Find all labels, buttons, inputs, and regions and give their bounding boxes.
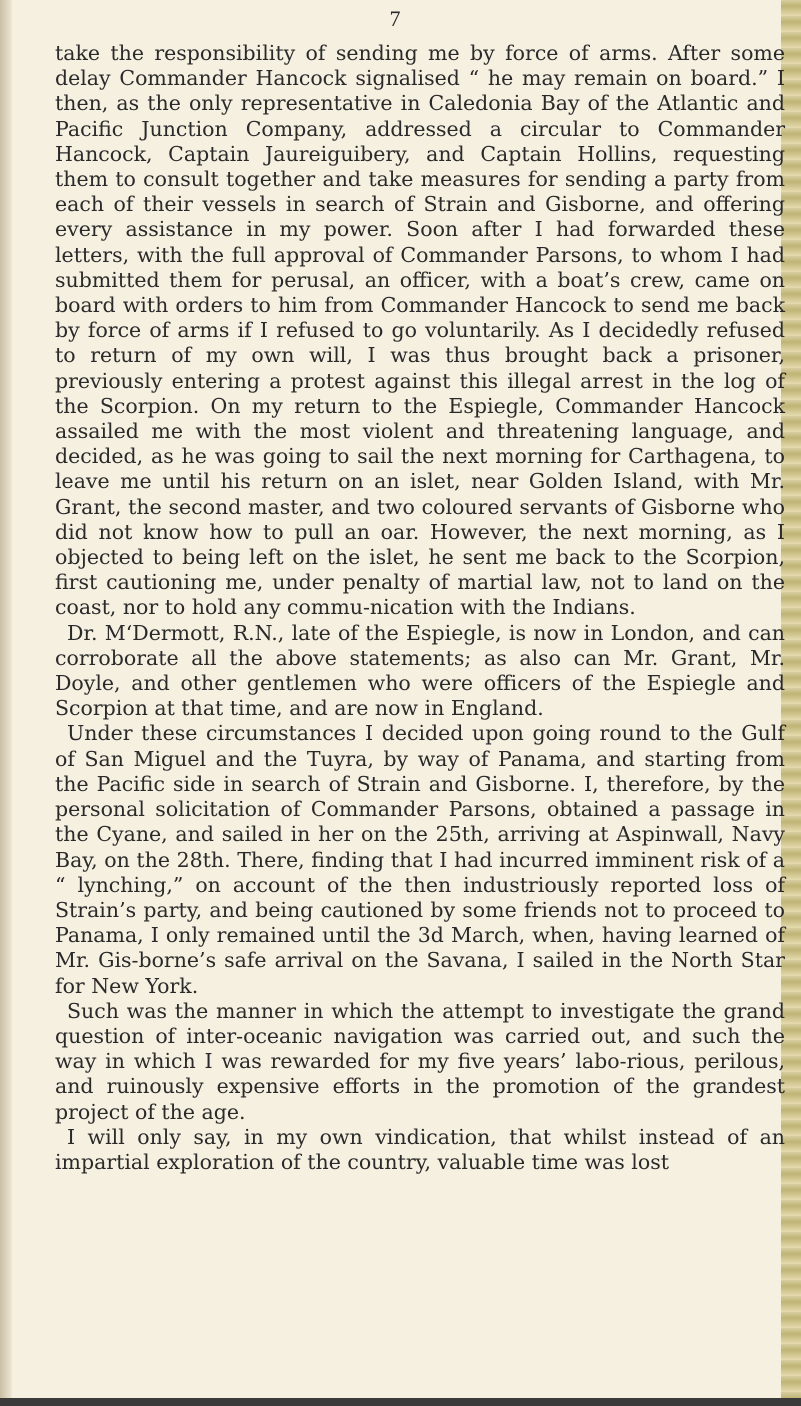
- paragraph-4: Such was the manner in which the attempt to investigate the grand question of inter-oceanic navigation was carried out, and such the way in which I was rewarded for my five years’ labo-rious, perilous, and ruinously expensive efforts in the promotion of the grandest project of the age.: [55, 998, 785, 1124]
- paragraph-5: I will only say, in my own vindication, that whilst instead of an impartial exploration of the country, valuable time was lost: [55, 1124, 785, 1174]
- page-gutter-shadow: [0, 0, 12, 1406]
- paragraph-3: Under these circumstances I decided upon going round to the Gulf of San Miguel and the Tuyra, by way of Panama, and starting from the Pacific side in search of Strain and Gisborne. I, therefore, by the personal solicitation of Commander Parsons, obtained a passage in the Cyane, and sailed in her on the 25th, arriving at Aspinwall, Navy Bay, on the 28th. There, finding that I had incurred imminent risk of a “ lynching,” on account of the then industriously reported loss of Strain’s party, and being cautioned by some friends not to proceed to Panama, I only remained until the 3d March, when, having learned of Mr. Gis-borne’s safe arrival on the Savana, I sailed in the North Star for New York.: [55, 721, 785, 998]
- paragraph-2: Dr. M‘Dermott, R.N., late of the Espiegle, is now in London, and can corroborate all the above statements; as also can Mr. Grant, Mr. Doyle, and other gentlemen who were officers of the Espiegle and Scorpion at that time, and are now in England.: [55, 620, 785, 721]
- page-bottom-edge: [0, 1398, 801, 1406]
- page-number: 7: [389, 6, 401, 31]
- body-text: [55, 41, 785, 1175]
- paragraph-1: take the responsibility of sending me by force of arms. After some delay Commander Hancock signalised “ he may remain on board.” I then, as the only representative in Caledonia Bay of the Atlantic and Pacific Junction Company, addressed a circular to Commander Hancock, Captain Jaureiguibery, and Captain Hollins, requesting them to consult together and take measures for sending a party from each of their vessels in search of Strain and Gisborne, and offering every assistance in my power. Soon after I had forwarded these letters, with the full approval of Commander Parsons, to whom I had submitted them for perusal, an officer, with a boat’s crew, came on board with orders to him from Commander Hancock to send me back by force of arms if I refused to go voluntarily. As I decidedly refused to return of my own will, I was thus brought back a prisoner, previously entering a protest against this illegal arrest in the log of the Scorpion. On my return to the Espiegle, Commander Hancock assailed me with the most violent and threatening language, and decided, as he was going to sail the next morning for Carthagena, to leave me until his return on an islet, near Golden Island, with Mr. Grant, the second master, and two coloured servants of Gisborne who did not know how to pull an oar. However, the next morning, as I objected to being left on the islet, he sent me back to the Scorpion, first cautioning me, under penalty of martial law, not to land on the coast, nor to hold any commu-nication with the Indians.: [55, 41, 785, 620]
